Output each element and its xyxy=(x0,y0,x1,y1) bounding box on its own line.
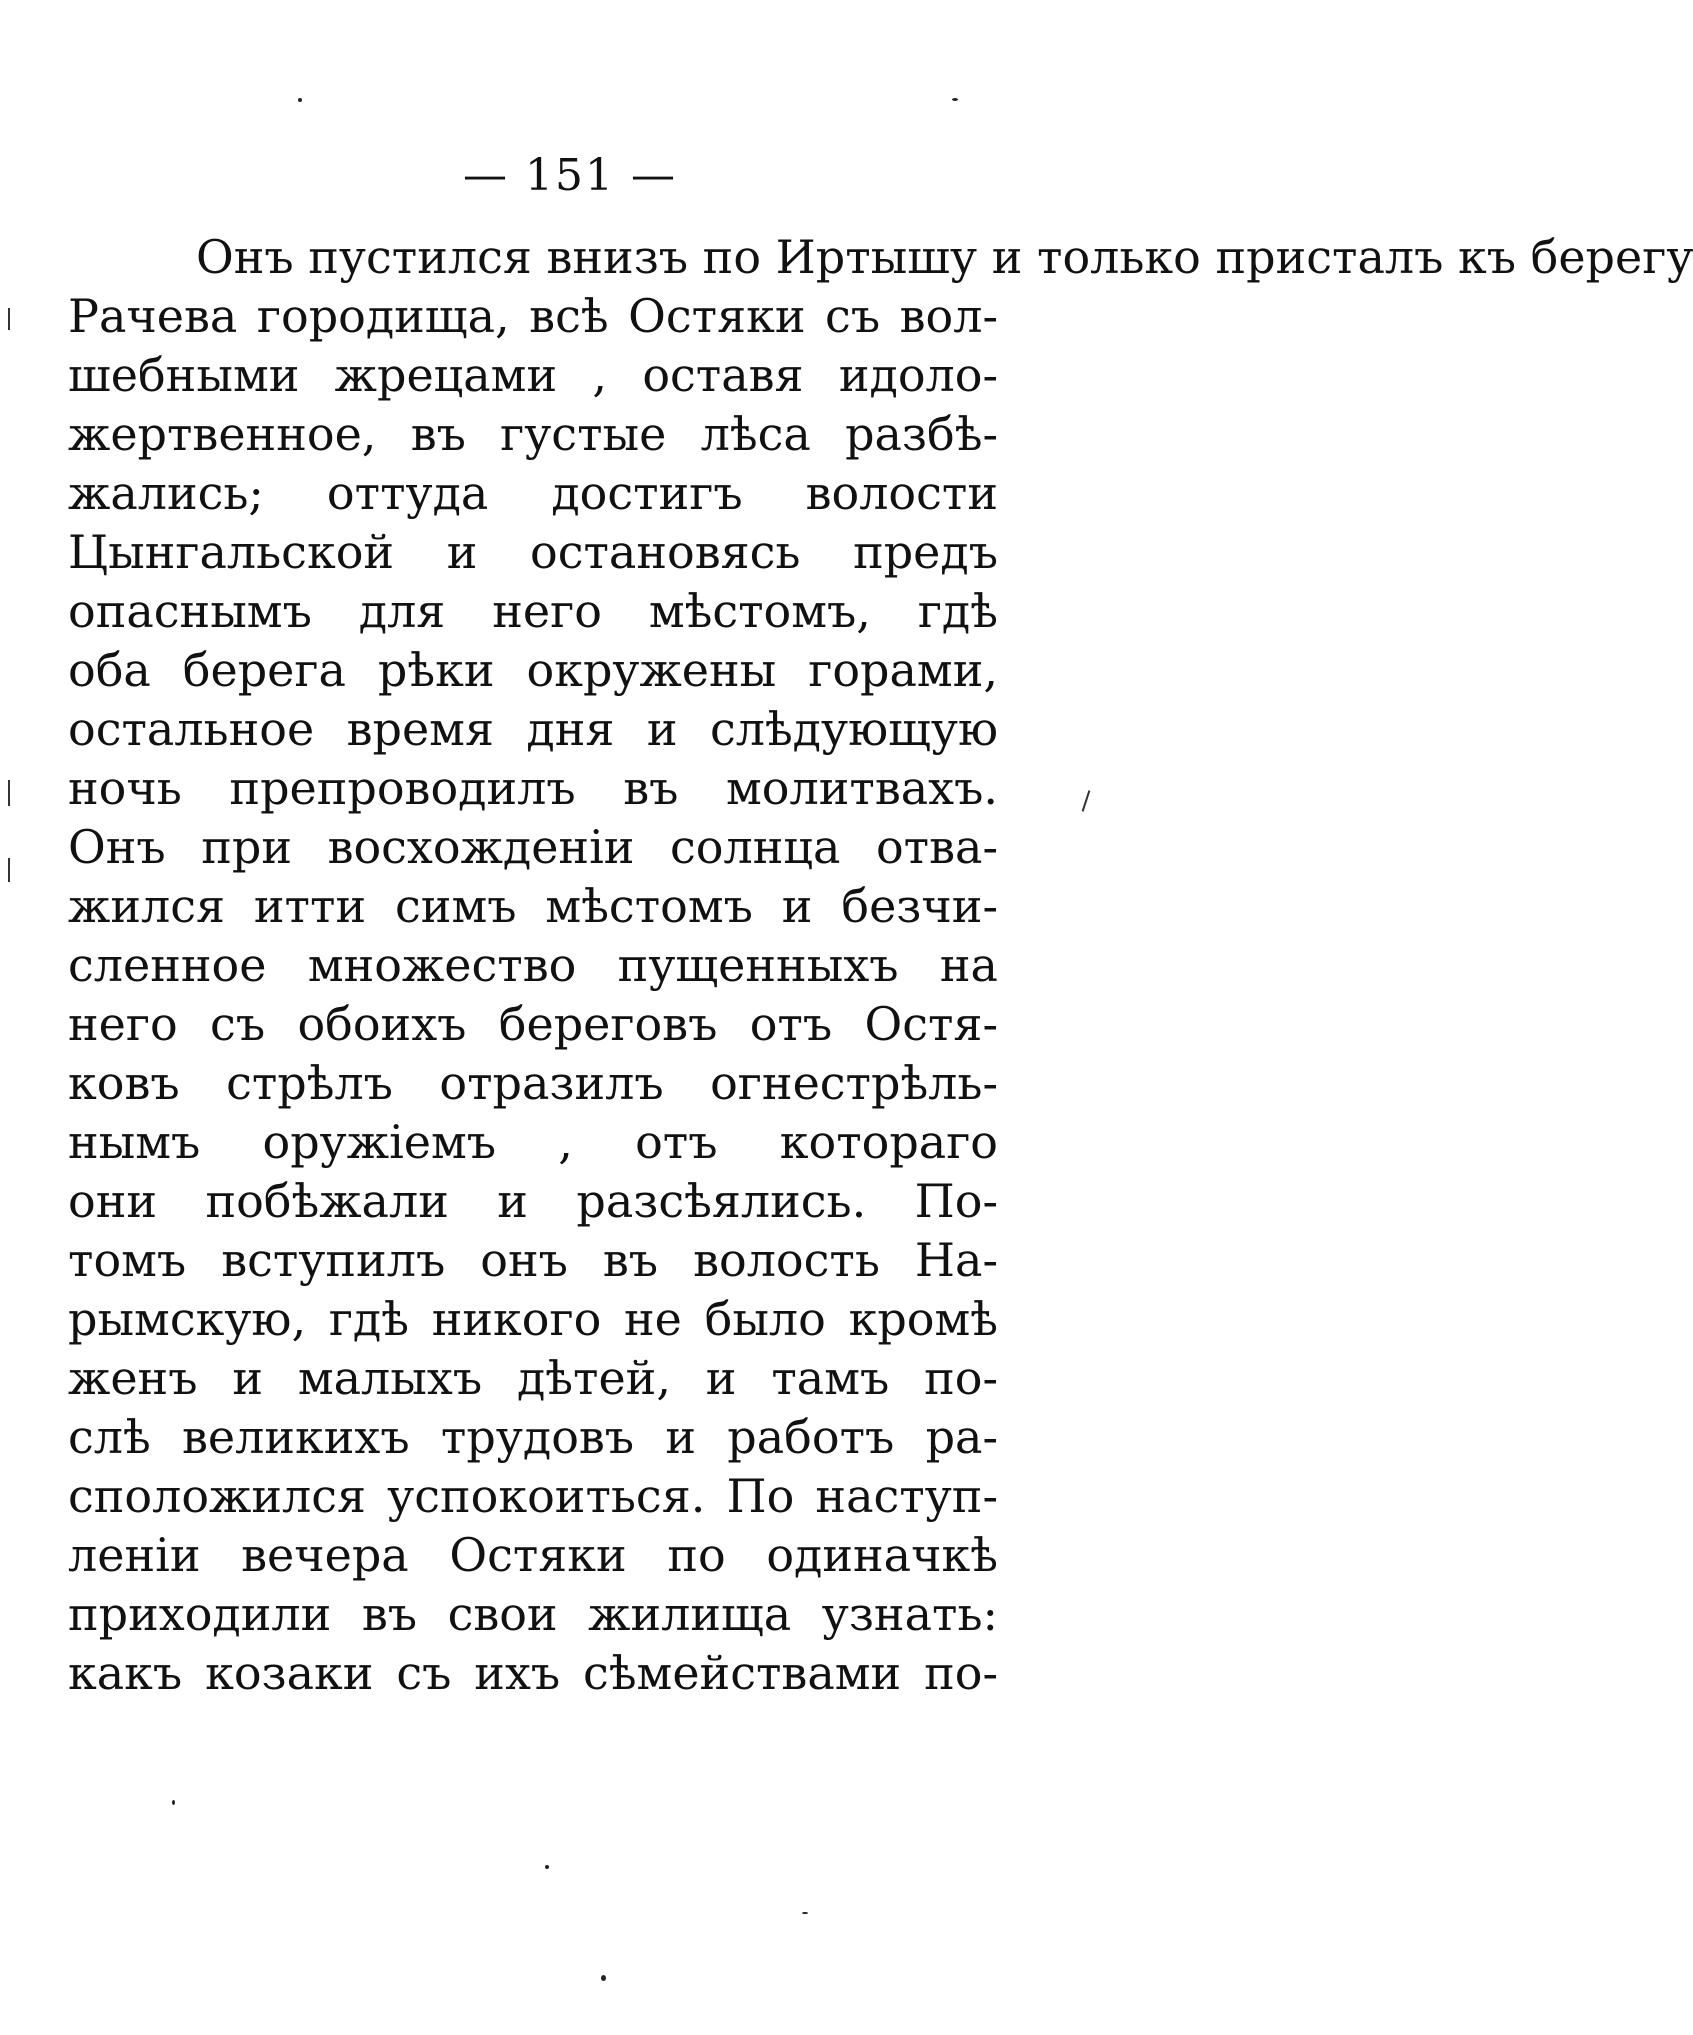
text-line: ленiи вечера Остяки по одиначкѣ xyxy=(68,1528,998,1582)
text-line: Онъ пустился внизъ по Иртышу и только присталъ къ берегу xyxy=(196,230,1693,284)
text-line: него съ обоихъ береговъ отъ Остя- xyxy=(68,997,998,1051)
scan-speck xyxy=(952,98,958,101)
text-line: сположился успокоиться. По наступ- xyxy=(68,1469,998,1523)
page-number: — 151 — xyxy=(463,150,677,201)
text-line: Рачева городища, всѣ Остяки съ вол- xyxy=(68,289,998,343)
text-line: шебными жрецами , оставя идоло- xyxy=(68,348,998,402)
text-line: оба берега рѣки окружены горами, xyxy=(68,643,998,697)
text-line: приходили въ свои жилища узнать: xyxy=(68,1587,998,1641)
text-line: какъ козаки съ ихъ сѣмействами по- xyxy=(68,1646,998,1700)
scan-speck xyxy=(601,1975,606,1981)
scan-speck xyxy=(172,1800,175,1805)
scan-speck xyxy=(298,98,302,102)
margin-mark xyxy=(8,858,10,882)
text-line: женъ и малыхъ дѣтей, и тамъ по- xyxy=(68,1351,998,1405)
text-line: жился итти симъ мѣстомъ и безчи- xyxy=(68,879,998,933)
text-line: ночь препроводилъ въ молитвахъ. xyxy=(68,761,998,815)
text-line: нымъ оружiемъ , отъ котораго xyxy=(68,1115,998,1169)
text-line: остальное время дня и слѣдующую xyxy=(68,702,998,756)
text-line: опаснымъ для него мѣстомъ, гдѣ xyxy=(68,584,998,638)
text-line: жертвенное, въ густые лѣса разбѣ- xyxy=(68,407,998,461)
scan-speck xyxy=(545,1865,549,1869)
text-line: ковъ стрѣлъ отразилъ огнестрѣль- xyxy=(68,1056,998,1110)
text-line: томъ вступилъ онъ въ волость На- xyxy=(68,1233,998,1287)
text-line: они побѣжали и разсѣялись. По- xyxy=(68,1174,998,1228)
text-line: сленное множество пущенныхъ на xyxy=(68,938,998,992)
scan-speck xyxy=(802,1912,808,1914)
body-text xyxy=(68,228,1693,1703)
margin-mark xyxy=(1082,790,1091,812)
margin-mark xyxy=(8,780,10,806)
text-line: Онъ при восхожденiи солнца отва- xyxy=(68,820,998,874)
text-line: рымскую, гдѣ никого не было кромѣ xyxy=(68,1292,998,1346)
text-line: Цынгальской и остановясь предъ xyxy=(68,525,998,579)
text-line: жались; оттуда достигъ волости xyxy=(68,466,998,520)
margin-mark xyxy=(8,308,10,330)
text-line: слѣ великихъ трудовъ и работъ ра- xyxy=(68,1410,998,1464)
